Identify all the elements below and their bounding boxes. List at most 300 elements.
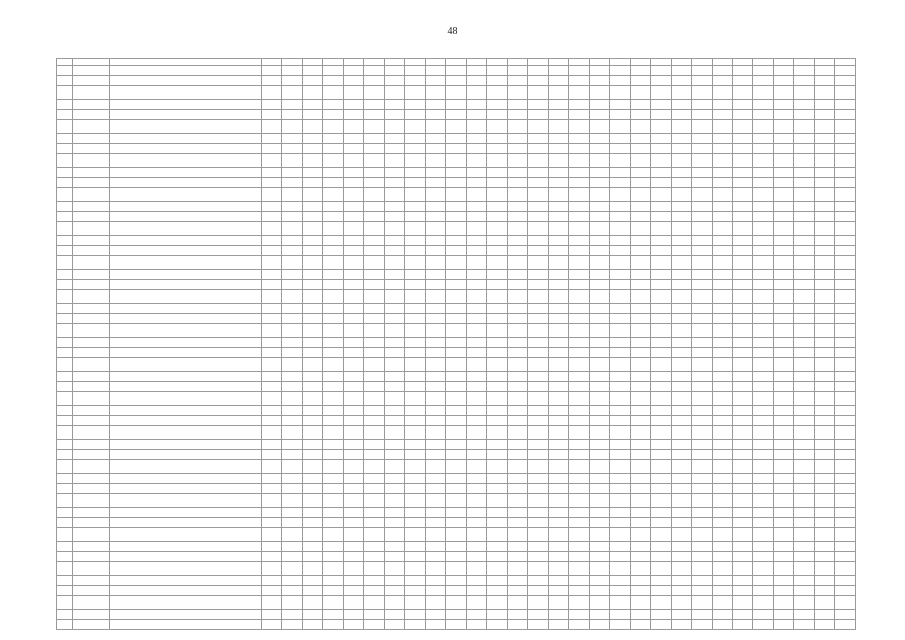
value-cell — [384, 426, 404, 440]
value-cell — [405, 338, 425, 348]
value-cell — [794, 280, 814, 290]
value-cell — [569, 620, 589, 630]
value-cell — [712, 348, 732, 358]
row-number-cell — [57, 222, 73, 236]
value-cell — [630, 212, 650, 222]
value-cell — [507, 474, 527, 484]
value-cell — [343, 460, 363, 474]
value-cell — [569, 576, 589, 586]
value-cell — [446, 620, 466, 630]
value-cell — [261, 528, 281, 542]
value-cell — [651, 562, 671, 576]
value-cell — [261, 256, 281, 270]
value-cell — [405, 134, 425, 144]
value-cell — [528, 222, 548, 236]
code-cell — [73, 576, 110, 586]
value-cell — [671, 290, 691, 304]
value-cell — [528, 314, 548, 324]
value-cell — [835, 372, 856, 382]
value-cell — [630, 610, 650, 620]
value-cell — [630, 440, 650, 450]
value-cell — [261, 168, 281, 178]
value-cell — [302, 100, 322, 110]
code-cell — [73, 222, 110, 236]
value-cell — [794, 110, 814, 120]
table-row — [57, 508, 856, 518]
value-cell — [794, 348, 814, 358]
value-cell — [692, 440, 712, 450]
value-cell — [589, 120, 609, 134]
value-cell — [548, 450, 568, 460]
value-cell — [692, 222, 712, 236]
value-cell — [651, 474, 671, 484]
value-cell — [323, 280, 343, 290]
value-cell — [794, 474, 814, 484]
value-cell — [528, 372, 548, 382]
value-cell — [323, 494, 343, 508]
value-cell — [425, 324, 445, 338]
value-cell — [630, 382, 650, 392]
value-cell — [323, 338, 343, 348]
value-cell — [261, 304, 281, 314]
value-cell — [548, 528, 568, 542]
value-cell — [425, 76, 445, 86]
value-cell — [302, 120, 322, 134]
table-row — [57, 494, 856, 508]
value-cell — [282, 304, 302, 314]
value-cell — [261, 562, 281, 576]
value-cell — [835, 440, 856, 450]
value-cell — [384, 280, 404, 290]
value-cell — [548, 270, 568, 280]
value-cell — [569, 450, 589, 460]
value-cell — [610, 338, 630, 348]
table-row — [57, 154, 856, 168]
value-cell — [466, 110, 486, 120]
value-cell — [753, 440, 773, 450]
value-cell — [753, 518, 773, 528]
value-cell — [261, 144, 281, 154]
value-cell — [405, 518, 425, 528]
value-cell — [773, 620, 793, 630]
value-cell — [712, 440, 732, 450]
value-cell — [507, 484, 527, 494]
value-cell — [323, 358, 343, 372]
value-cell — [323, 110, 343, 120]
value-cell — [610, 426, 630, 440]
value-cell — [610, 358, 630, 372]
value-cell — [569, 392, 589, 406]
value-cell — [487, 212, 507, 222]
value-cell — [569, 518, 589, 528]
value-cell — [712, 586, 732, 596]
value-cell — [446, 518, 466, 528]
value-cell — [835, 188, 856, 202]
value-cell — [814, 324, 834, 338]
value-cell — [753, 178, 773, 188]
value-cell — [753, 372, 773, 382]
table-row — [57, 518, 856, 528]
value-cell — [528, 358, 548, 372]
row-number-cell — [57, 154, 73, 168]
value-cell — [835, 202, 856, 212]
value-cell — [446, 168, 466, 178]
value-cell — [364, 246, 384, 256]
value-cell — [548, 59, 568, 66]
value-cell — [732, 426, 752, 440]
value-cell — [446, 406, 466, 416]
code-cell — [73, 474, 110, 484]
value-cell — [753, 256, 773, 270]
value-cell — [651, 120, 671, 134]
value-cell — [466, 576, 486, 586]
value-cell — [302, 236, 322, 246]
value-cell — [692, 168, 712, 178]
value-cell — [446, 314, 466, 324]
value-cell — [569, 372, 589, 382]
code-cell — [73, 202, 110, 212]
value-cell — [753, 212, 773, 222]
value-cell — [528, 144, 548, 154]
value-cell — [405, 76, 425, 86]
value-cell — [589, 246, 609, 256]
value-cell — [466, 86, 486, 100]
value-cell — [466, 66, 486, 76]
value-cell — [548, 154, 568, 168]
value-cell — [773, 358, 793, 372]
value-cell — [753, 236, 773, 246]
value-cell — [364, 382, 384, 392]
value-cell — [548, 324, 568, 338]
value-cell — [630, 314, 650, 324]
value-cell — [671, 324, 691, 338]
value-cell — [282, 610, 302, 620]
value-cell — [773, 144, 793, 154]
value-cell — [446, 416, 466, 426]
value-cell — [651, 202, 671, 212]
value-cell — [302, 290, 322, 304]
value-cell — [282, 474, 302, 484]
value-cell — [364, 392, 384, 406]
value-cell — [712, 304, 732, 314]
value-cell — [814, 212, 834, 222]
code-cell — [73, 508, 110, 518]
value-cell — [835, 596, 856, 610]
value-cell — [692, 620, 712, 630]
value-cell — [651, 416, 671, 426]
value-cell — [487, 66, 507, 76]
code-cell — [73, 382, 110, 392]
value-cell — [732, 338, 752, 348]
value-cell — [487, 154, 507, 168]
value-cell — [507, 110, 527, 120]
value-cell — [610, 528, 630, 542]
value-cell — [773, 168, 793, 178]
value-cell — [548, 66, 568, 76]
value-cell — [692, 392, 712, 406]
value-cell — [261, 596, 281, 610]
value-cell — [630, 542, 650, 552]
value-cell — [405, 178, 425, 188]
value-cell — [630, 144, 650, 154]
row-number-cell — [57, 76, 73, 86]
value-cell — [487, 338, 507, 348]
value-cell — [302, 134, 322, 144]
value-cell — [343, 620, 363, 630]
value-cell — [528, 348, 548, 358]
row-number-cell — [57, 86, 73, 100]
value-cell — [651, 324, 671, 338]
code-cell — [73, 290, 110, 304]
table-row — [57, 528, 856, 542]
value-cell — [814, 154, 834, 168]
value-cell — [569, 212, 589, 222]
value-cell — [343, 484, 363, 494]
value-cell — [794, 460, 814, 474]
value-cell — [671, 222, 691, 236]
value-cell — [507, 528, 527, 542]
value-cell — [528, 460, 548, 474]
value-cell — [589, 256, 609, 270]
value-cell — [692, 552, 712, 562]
value-cell — [487, 144, 507, 154]
table-row — [57, 304, 856, 314]
value-cell — [732, 576, 752, 586]
value-cell — [364, 460, 384, 474]
value-cell — [630, 304, 650, 314]
value-cell — [384, 76, 404, 86]
value-cell — [651, 596, 671, 610]
value-cell — [773, 406, 793, 416]
value-cell — [712, 324, 732, 338]
value-cell — [466, 474, 486, 484]
value-cell — [712, 518, 732, 528]
value-cell — [507, 100, 527, 110]
value-cell — [487, 358, 507, 372]
value-cell — [282, 154, 302, 168]
table-row — [57, 348, 856, 358]
table-row — [57, 358, 856, 372]
code-cell — [73, 358, 110, 372]
value-cell — [794, 202, 814, 212]
value-cell — [671, 246, 691, 256]
value-cell — [692, 59, 712, 66]
value-cell — [692, 426, 712, 440]
value-cell — [282, 59, 302, 66]
value-cell — [487, 324, 507, 338]
value-cell — [589, 552, 609, 562]
value-cell — [405, 270, 425, 280]
value-cell — [630, 202, 650, 212]
value-cell — [835, 324, 856, 338]
value-cell — [261, 610, 281, 620]
value-cell — [794, 586, 814, 596]
value-cell — [692, 372, 712, 382]
value-cell — [507, 610, 527, 620]
value-cell — [569, 460, 589, 474]
value-cell — [753, 460, 773, 474]
value-cell — [651, 382, 671, 392]
value-cell — [610, 610, 630, 620]
value-cell — [405, 290, 425, 304]
value-cell — [384, 338, 404, 348]
value-cell — [282, 110, 302, 120]
value-cell — [364, 358, 384, 372]
value-cell — [835, 338, 856, 348]
value-cell — [302, 348, 322, 358]
value-cell — [507, 518, 527, 528]
value-cell — [343, 120, 363, 134]
value-cell — [732, 76, 752, 86]
value-cell — [364, 222, 384, 236]
value-cell — [261, 120, 281, 134]
description-cell — [110, 168, 262, 178]
value-cell — [507, 372, 527, 382]
value-cell — [589, 86, 609, 100]
value-cell — [364, 484, 384, 494]
value-cell — [671, 440, 691, 450]
table-row — [57, 134, 856, 144]
value-cell — [466, 202, 486, 212]
value-cell — [446, 86, 466, 100]
value-cell — [405, 59, 425, 66]
value-cell — [569, 440, 589, 450]
row-number-cell — [57, 426, 73, 440]
value-cell — [446, 280, 466, 290]
value-cell — [630, 426, 650, 440]
value-cell — [548, 586, 568, 596]
code-cell — [73, 518, 110, 528]
value-cell — [343, 290, 363, 304]
value-cell — [384, 110, 404, 120]
value-cell — [589, 76, 609, 86]
value-cell — [528, 518, 548, 528]
value-cell — [814, 518, 834, 528]
value-cell — [712, 256, 732, 270]
table-row — [57, 460, 856, 474]
row-number-cell — [57, 59, 73, 66]
value-cell — [548, 212, 568, 222]
data-table-container — [56, 58, 856, 580]
value-cell — [466, 416, 486, 426]
value-cell — [425, 100, 445, 110]
value-cell — [671, 59, 691, 66]
value-cell — [753, 290, 773, 304]
value-cell — [712, 406, 732, 416]
value-cell — [282, 508, 302, 518]
value-cell — [343, 280, 363, 290]
value-cell — [282, 596, 302, 610]
value-cell — [384, 382, 404, 392]
value-cell — [282, 222, 302, 236]
value-cell — [364, 178, 384, 188]
row-number-cell — [57, 576, 73, 586]
value-cell — [814, 372, 834, 382]
value-cell — [814, 178, 834, 188]
value-cell — [630, 76, 650, 86]
value-cell — [794, 59, 814, 66]
value-cell — [732, 290, 752, 304]
value-cell — [589, 426, 609, 440]
value-cell — [835, 290, 856, 304]
value-cell — [548, 542, 568, 552]
value-cell — [651, 178, 671, 188]
value-cell — [302, 168, 322, 178]
value-cell — [630, 416, 650, 426]
table-row — [57, 338, 856, 348]
value-cell — [732, 348, 752, 358]
value-cell — [487, 494, 507, 508]
value-cell — [282, 372, 302, 382]
value-cell — [548, 290, 568, 304]
value-cell — [630, 222, 650, 236]
value-cell — [323, 144, 343, 154]
value-cell — [302, 86, 322, 100]
value-cell — [671, 450, 691, 460]
value-cell — [487, 290, 507, 304]
value-cell — [405, 188, 425, 202]
value-cell — [753, 202, 773, 212]
value-cell — [630, 562, 650, 576]
value-cell — [794, 552, 814, 562]
value-cell — [814, 304, 834, 314]
row-number-cell — [57, 236, 73, 246]
value-cell — [405, 348, 425, 358]
value-cell — [794, 100, 814, 110]
value-cell — [507, 324, 527, 338]
description-cell — [110, 542, 262, 552]
value-cell — [835, 144, 856, 154]
value-cell — [630, 100, 650, 110]
code-cell — [73, 154, 110, 168]
code-cell — [73, 270, 110, 280]
value-cell — [405, 256, 425, 270]
code-cell — [73, 314, 110, 324]
value-cell — [651, 358, 671, 372]
value-cell — [548, 474, 568, 484]
value-cell — [364, 134, 384, 144]
value-cell — [712, 528, 732, 542]
value-cell — [384, 576, 404, 586]
value-cell — [487, 120, 507, 134]
value-cell — [732, 440, 752, 450]
value-cell — [712, 76, 732, 86]
value-cell — [261, 154, 281, 168]
value-cell — [692, 542, 712, 552]
value-cell — [835, 154, 856, 168]
value-cell — [569, 134, 589, 144]
value-cell — [814, 120, 834, 134]
value-cell — [323, 66, 343, 76]
value-cell — [487, 528, 507, 542]
value-cell — [425, 168, 445, 178]
value-cell — [814, 552, 834, 562]
value-cell — [569, 222, 589, 236]
value-cell — [384, 348, 404, 358]
value-cell — [487, 134, 507, 144]
value-cell — [425, 246, 445, 256]
value-cell — [384, 120, 404, 134]
value-cell — [630, 290, 650, 304]
value-cell — [671, 382, 691, 392]
code-cell — [73, 372, 110, 382]
description-cell — [110, 110, 262, 120]
value-cell — [405, 144, 425, 154]
value-cell — [610, 290, 630, 304]
value-cell — [261, 134, 281, 144]
value-cell — [569, 270, 589, 280]
value-cell — [282, 256, 302, 270]
